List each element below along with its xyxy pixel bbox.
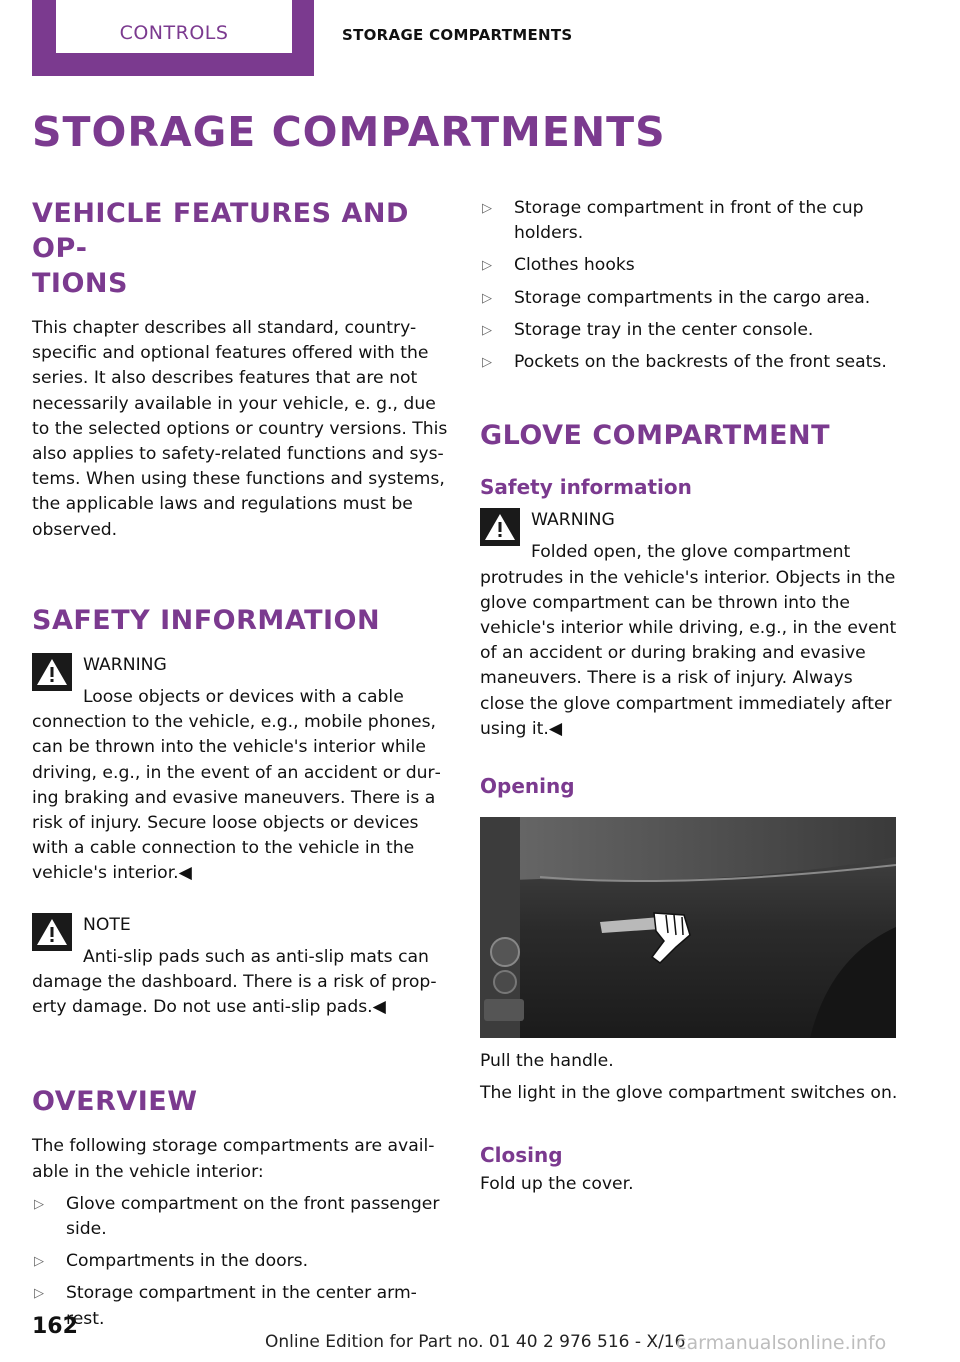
page-title: STORAGE COMPARTMENTS <box>32 108 666 156</box>
vehicle-features-heading-line1: VEHICLE FEATURES AND OP‐ <box>32 198 409 264</box>
opening-step-2: The light in the glove compartment switches on. <box>480 1083 898 1104</box>
list-item <box>480 286 898 311</box>
warning-text <box>32 685 448 887</box>
warning-triangle-icon <box>32 653 72 691</box>
glove-compartment-heading: GLOVE COMPARTMENT <box>480 420 831 452</box>
chapter-tab <box>32 0 314 76</box>
glove-warning-text <box>480 540 898 742</box>
note-block <box>32 913 448 1021</box>
list-item-text: Storage compartments in the cargo area. <box>514 287 871 308</box>
overview-list-left <box>32 1192 448 1332</box>
note-text <box>32 945 448 1021</box>
bullet-triangle-icon: ▷ <box>34 1254 44 1270</box>
glove-safety-heading: Safety information <box>480 475 692 500</box>
bullet-triangle-icon: ▷ <box>34 1286 44 1302</box>
list-item-text: Compartments in the doors. <box>66 1251 309 1272</box>
note-text-first: Anti-slip pads such as anti-slip mats can <box>83 946 429 967</box>
right-column <box>480 196 898 1198</box>
warning-note <box>32 653 448 887</box>
list-item <box>480 253 898 278</box>
warning-label: WARNING <box>83 654 167 675</box>
vehicle-features-heading-line2: TIONS <box>32 268 128 299</box>
overview-intro: The following storage compartments are avail‐able in the vehicle interior: <box>32 1136 435 1182</box>
glove-warning-note <box>480 508 898 742</box>
vehicle-features-body: This chapter describes all standard, country-specific and optional features offered with the series. It also describes features that are not necessarily available in your vehicle, e. g., due to the selected options or country versions. This also applies to safety-related functions and sys‐tems. When using these functions and systems, the applicable laws and regulations must be observed. <box>32 318 448 540</box>
chapter-tab-label: CONTROLS <box>56 0 292 53</box>
list-item <box>480 196 898 246</box>
list-item-text: Clothes hooks <box>514 255 635 276</box>
list-item <box>32 1192 448 1242</box>
vehicle-features-heading <box>32 196 448 301</box>
page-number: 162 <box>32 1314 78 1339</box>
list-item <box>32 1281 448 1331</box>
glove-compartment-illustration <box>480 817 896 1038</box>
list-item <box>32 1249 448 1274</box>
list-item <box>480 350 898 375</box>
warning-triangle-icon <box>480 508 520 546</box>
edition-line: Online Edition for Part no. 01 40 2 976 516 - X/16 <box>265 1332 686 1352</box>
overview-heading: OVERVIEW <box>32 1086 198 1118</box>
closing-step: Fold up the cover. <box>480 1174 634 1195</box>
glove-compartment-photo <box>480 817 896 1038</box>
bullet-triangle-icon: ▷ <box>482 201 492 216</box>
site-watermark: carmanualsonline.info <box>676 1332 887 1354</box>
note-label: NOTE <box>83 914 131 935</box>
list-item-text: Pockets on the backrests of the front seats. <box>514 352 887 373</box>
opening-step-1: Pull the handle. <box>480 1051 614 1072</box>
list-item-text: Glove compartment on the front passenger side. <box>66 1193 440 1240</box>
note-text-rest: damage the dashboard. There is a risk of prop‐erty damage. Do not use anti-slip pads.◀ <box>32 972 437 1018</box>
page-header <box>0 0 960 80</box>
left-column <box>32 196 448 1339</box>
bullet-triangle-icon: ▷ <box>34 1196 44 1212</box>
safety-information-heading: SAFETY INFORMATION <box>32 604 381 636</box>
overview-list-right <box>480 196 898 375</box>
bullet-triangle-icon: ▷ <box>482 322 492 338</box>
bullet-triangle-icon: ▷ <box>482 355 492 371</box>
list-item-text: Storage tray in the center console. <box>514 319 814 340</box>
note-triangle-icon <box>32 913 72 951</box>
glove-warning-rest: protrudes in the vehicle's interior. Objects in the glove compartment can be thrown into the vehicle's interior while driving, e.g., in the event of an accident or during braking and evasive maneuvers. There is a risk of injury. Always close the glove compartment immediately after using it.◀ <box>480 567 897 739</box>
bullet-triangle-icon: ▷ <box>482 290 492 306</box>
bullet-triangle-icon: ▷ <box>482 258 492 274</box>
opening-heading: Opening <box>480 774 575 799</box>
glove-warning-label: WARNING <box>531 510 615 531</box>
warning-text-rest: connection to the vehicle, e.g., mobile phones, can be thrown into the vehicle's interior while driving, e.g., in the event of an accident or dur‐ing braking and evasive maneuvers. There is a risk of injury. Secure loose objects or devices with a cable connection to the vehicle in the vehicle's interior.◀ <box>32 712 441 884</box>
list-item-text: Storage compartment in front of the cup holders. <box>514 198 864 244</box>
list-item-text: Storage compartment in the center arm‐rest. <box>66 1283 417 1329</box>
section-label: STORAGE COMPARTMENTS <box>342 26 573 44</box>
glove-warning-first: Folded open, the glove compartment <box>531 542 851 563</box>
closing-heading: Closing <box>480 1143 563 1168</box>
warning-text-first: Loose objects or devices with a cable <box>83 687 404 708</box>
list-item <box>480 318 898 343</box>
